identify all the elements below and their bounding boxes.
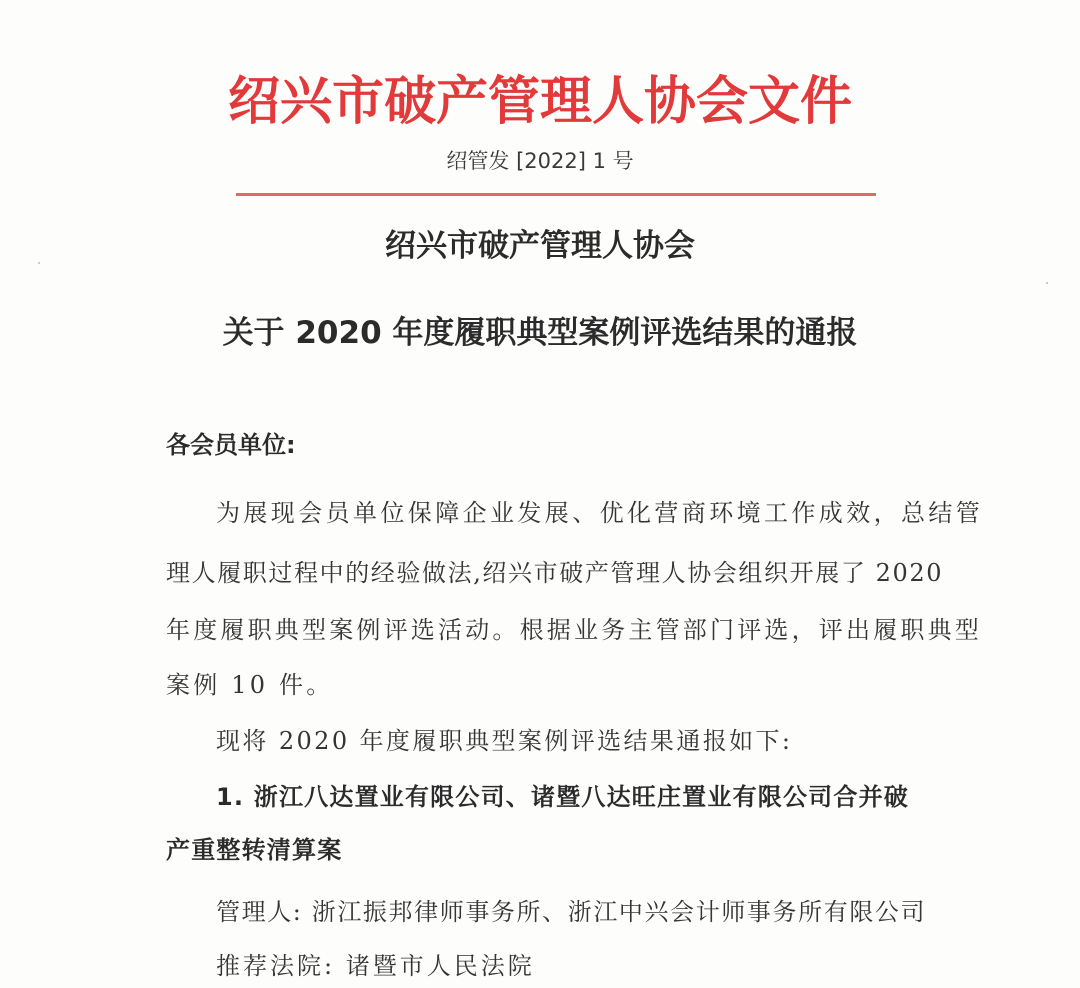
scan-speck [1046,282,1048,284]
paragraph-1-line-3: 年度履职典型案例评选活动。根据业务主管部门评选，评出履职典型 [166,616,982,644]
case-1-manager: 管理人: 浙江振邦律师事务所、浙江中兴会计师事务所有限公司 [216,898,927,926]
case-1-title-line-1: 1. 浙江八达置业有限公司、诸暨八达旺庄置业有限公司合并破 [216,783,909,811]
subject-title: 关于 2020 年度履职典型案例评选结果的通报 [222,315,858,351]
paragraph-2: 现将 2020 年度履职典型案例评选结果通报如下: [216,727,793,755]
case-1-title-line-2: 产重整转清算案 [166,836,343,864]
paragraph-1-line-1: 为展现会员单位保障企业发展、优化营商环境工作成效，总结管 [216,499,984,527]
issuer-title: 绍兴市破产管理人协会 [385,228,695,264]
case-1-court: 推荐法院: 诸暨市人民法院 [216,952,535,980]
paragraph-1-line-2: 理人履职过程中的经验做法,绍兴市破产管理人协会组织开展了 2020 [166,559,944,587]
red-divider-line [236,193,876,196]
scan-speck [38,262,40,264]
paragraph-1-line-4: 案例 10 件。 [166,671,334,699]
salutation: 各会员单位: [166,431,296,459]
red-header-title: 绍兴市破产管理人协会文件 [227,71,852,132]
document-number: 绍管发 [2022] 1 号 [446,149,634,173]
